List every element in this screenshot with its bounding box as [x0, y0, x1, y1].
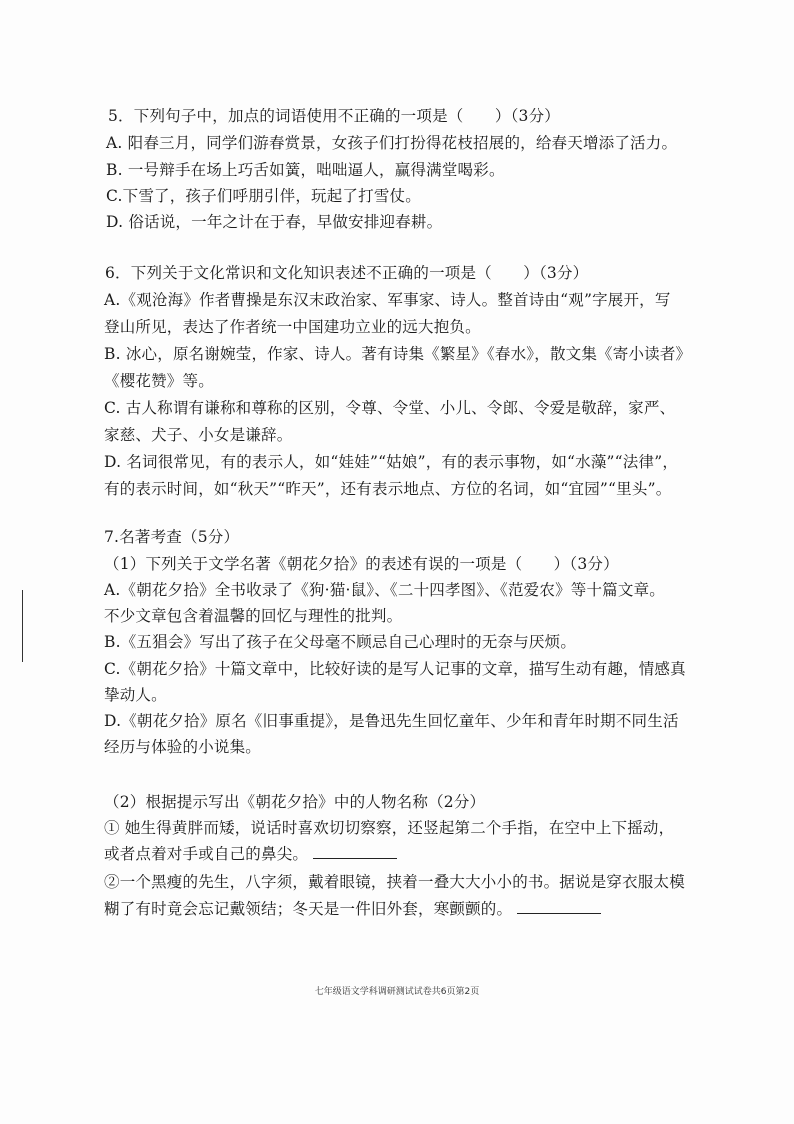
- q7-item1-text: 或者点着对手或自己的鼻尖。: [104, 845, 309, 863]
- q7-part2-stem: （2）根据提示写出《朝花夕拾》中的人物名称（2分）: [104, 793, 486, 811]
- q6-option-b-line1: B. 冰心，原名谢婉莹，作家、诗人。著有诗集《繁星》《春水》，散文集《寄小读者》: [104, 345, 692, 363]
- q7-item2-text: 糊了有时竟会忘记戴领结；冬天是一件旧外套，寒颤颤的。: [104, 900, 513, 918]
- q7-item1-line1: ① 她生得黄胖而矮，说话时喜欢切切察察，还竖起第二个手指，在空中上下摇动，: [104, 819, 675, 837]
- q6-option-a-line1: A.《观沧海》作者曹操是东汉末政治家、军事家、诗人。整首诗由“观”字展开，写: [104, 291, 671, 309]
- q7-option-d-line1: D.《朝花夕拾》原名《旧事重提》，是鲁迅先生回忆童年、少年和青年时期不同生活: [104, 712, 679, 730]
- q6-option-c-line1: C. 古人称谓有谦称和尊称的区别，令尊、令堂、小儿、令郎、令爱是敬辞，家严、: [104, 399, 676, 417]
- q5-option-b: B. 一号辩手在场上巧舌如簧，咄咄逼人，赢得满堂喝彩。: [106, 161, 505, 179]
- q6-option-b-line2: 《樱花赞》等。: [104, 372, 214, 390]
- q5-stem: 5．下列句子中，加点的词语使用不正确的一项是（ ）（3分）: [108, 107, 560, 125]
- q7-option-a-line1: A.《朝花夕拾》全书收录了《狗·猫·鼠》、《二十四孝图》、《范爱农》等十篇文章。: [104, 581, 665, 599]
- q7-option-a-line2: 不少文章包含着温馨的回忆与理性的批判。: [104, 607, 403, 625]
- answer-blank-2[interactable]: [517, 899, 601, 914]
- q7-option-d-line2: 经历与体验的小说集。: [104, 738, 262, 756]
- q6-option-d-line2: 有的表示时间，如“秋天”“昨天”，还有表示地点、方位的名词，如“宜园”“里头”。: [104, 480, 672, 498]
- q7-item2-line1: ②一个黑瘦的先生，八字须，戴着眼镜，挟着一叠大大小小的书。据说是穿衣服太模: [104, 873, 685, 891]
- q7-part1-stem: （1）下列关于文学名著《朝花夕拾》的表述有误的一项是（ ）（3分）: [104, 555, 619, 573]
- q7-option-c-line2: 挚动人。: [104, 686, 167, 704]
- q6-stem: 6．下列关于文化常识和文化知识表述不正确的一项是（ ）（3分）: [105, 264, 589, 282]
- page-footer: 七年级语文学科调研测试试卷共6页第2页: [314, 987, 480, 997]
- answer-blank-1[interactable]: [313, 844, 397, 859]
- q7-title: 7.名著考查（5分）: [104, 528, 240, 546]
- q5-option-c: C.下雪了，孩子们呼朋引伴，玩起了打雪仗。: [106, 187, 421, 205]
- q5-option-a: A. 阳春三月，同学们游春赏景，女孩子们打扮得花枝招展的，给春天增添了活力。: [106, 134, 678, 152]
- q6-option-a-line2: 登山所见，表达了作者统一中国建功立业的远大抱负。: [104, 318, 481, 336]
- q7-option-c-line1: C.《朝花夕拾》十篇文章中，比较好读的是写人记事的文章，描写生动有趣，情感真: [104, 660, 686, 678]
- q6-option-c-line2: 家慈、犬子、小女是谦辞。: [104, 426, 293, 444]
- q7-item2-line2: [104, 899, 601, 919]
- margin-mark: [22, 590, 23, 662]
- q5-option-d: D. 俗话说，一年之计在于春，早做安排迎春耕。: [106, 213, 443, 231]
- q7-item1-line2: [104, 844, 397, 864]
- q6-option-d-line1: D. 名词很常见，有的表示人，如“娃娃”“姑娘”，有的表示事物，如“水藻”“法律”，: [104, 453, 679, 471]
- q7-option-b: B.《五猖会》写出了孩子在父母毫不顾忌自己心理时的无奈与厌烦。: [104, 633, 577, 651]
